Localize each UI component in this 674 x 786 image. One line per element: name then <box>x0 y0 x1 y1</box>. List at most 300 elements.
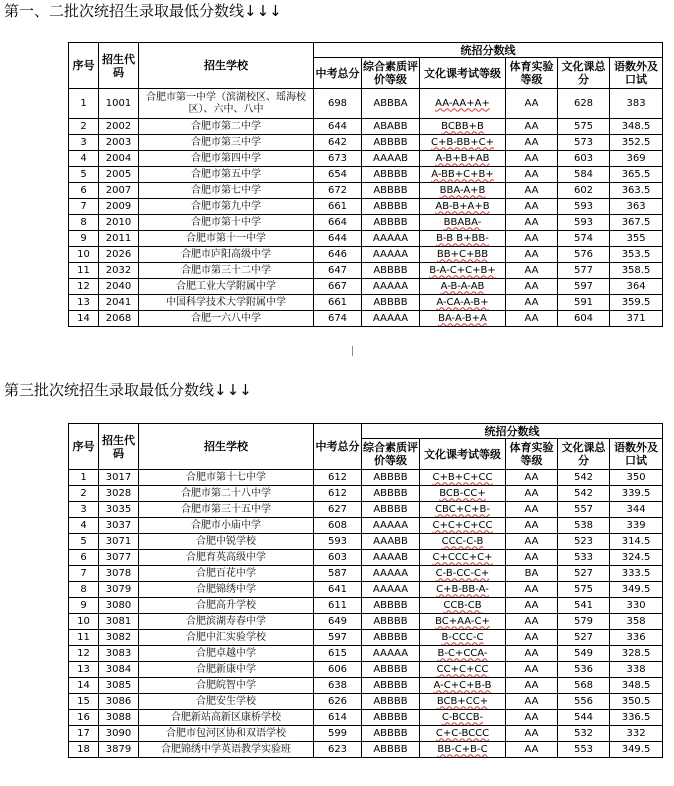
grade-text: A-CA-A-B+ <box>436 296 489 308</box>
cell-code: 3085 <box>99 678 139 694</box>
table-row <box>69 119 663 135</box>
cell-lang: 355 <box>610 231 663 247</box>
cell-pe: AA <box>506 311 558 327</box>
cell-pe: AA <box>506 582 558 598</box>
cell-exam-total: 638 <box>314 678 362 694</box>
cell-quality: ABBBB <box>362 215 420 231</box>
cell-seq: 13 <box>69 662 99 678</box>
cell-quality: ABBBB <box>362 678 420 694</box>
cell-code: 2002 <box>99 119 139 135</box>
cell-pe: AA <box>506 630 558 646</box>
cell-seq: 13 <box>69 295 99 311</box>
cell-pe: AA <box>506 710 558 726</box>
cell-culture-grade <box>420 598 506 614</box>
cell-culture-total: 575 <box>558 119 610 135</box>
cell-culture-total: 568 <box>558 678 610 694</box>
table-row <box>69 646 663 662</box>
cell-culture-total: 602 <box>558 183 610 199</box>
cell-culture-grade <box>420 247 506 263</box>
cell-school: 合肥市第十中学 <box>139 215 314 231</box>
header-culture-grade: 文化课考试等级 <box>420 58 506 89</box>
cell-school: 合肥锦绣中学 <box>139 582 314 598</box>
cell-seq: 10 <box>69 247 99 263</box>
header-exam-total: 中考总分 <box>314 424 362 470</box>
cell-pe: AA <box>506 279 558 295</box>
cell-school: 合肥新站高新区康桥学校 <box>139 710 314 726</box>
cell-pe: AA <box>506 726 558 742</box>
cell-code: 2040 <box>99 279 139 295</box>
cell-culture-grade <box>420 726 506 742</box>
cell-exam-total: 599 <box>314 726 362 742</box>
table-row <box>69 486 663 502</box>
cell-culture-grade <box>420 566 506 582</box>
header-seq: 序号 <box>69 424 99 470</box>
cell-lang: 314.5 <box>610 534 663 550</box>
cell-culture-grade <box>420 742 506 758</box>
cell-exam-total: 674 <box>314 311 362 327</box>
cell-quality: ABABB <box>362 119 420 135</box>
grade-text: C+B-BB-A- <box>436 583 489 595</box>
cell-pe: AA <box>506 742 558 758</box>
cell-exam-total: 641 <box>314 582 362 598</box>
cell-quality: AAAAB <box>362 151 420 167</box>
grade-text: B-C+CCA- <box>437 647 488 659</box>
cell-code: 3081 <box>99 614 139 630</box>
cell-pe: AA <box>506 231 558 247</box>
cell-culture-grade <box>420 167 506 183</box>
cell-school: 合肥市庐阳高级中学 <box>139 247 314 263</box>
cell-quality: ABBBB <box>362 502 420 518</box>
cell-exam-total: 644 <box>314 231 362 247</box>
cell-quality: ABBBB <box>362 742 420 758</box>
cell-culture-total: 603 <box>558 151 610 167</box>
cell-culture-grade <box>420 662 506 678</box>
cell-school: 合肥皖智中学 <box>139 678 314 694</box>
cell-quality: ABBBB <box>362 486 420 502</box>
cell-quality: ABBBB <box>362 135 420 151</box>
cell-code: 2005 <box>99 167 139 183</box>
cell-pe: AA <box>506 247 558 263</box>
cell-culture-grade <box>420 119 506 135</box>
cell-seq: 2 <box>69 119 99 135</box>
cell-code: 1001 <box>99 89 139 119</box>
table-row <box>69 231 663 247</box>
cell-lang: 344 <box>610 502 663 518</box>
cell-code: 2007 <box>99 183 139 199</box>
table-row <box>69 614 663 630</box>
cell-school: 合肥市第一中学（滨湖校区、瑶海校区）、六中、八中 <box>139 89 314 119</box>
header-group: 统招分数线 <box>314 43 663 58</box>
cell-seq: 10 <box>69 614 99 630</box>
cell-culture-total: 527 <box>558 566 610 582</box>
cell-exam-total: 647 <box>314 263 362 279</box>
cell-code: 3080 <box>99 598 139 614</box>
cell-culture-total: 593 <box>558 199 610 215</box>
table-row <box>69 502 663 518</box>
cell-quality: AAAAA <box>362 582 420 598</box>
cell-pe: AA <box>506 646 558 662</box>
cell-culture-total: 604 <box>558 311 610 327</box>
cell-code: 2032 <box>99 263 139 279</box>
grade-text: CBC+C+B- <box>435 503 490 515</box>
cell-lang: 330 <box>610 598 663 614</box>
cell-quality: ABBBB <box>362 470 420 486</box>
cell-school: 合肥安生学校 <box>139 694 314 710</box>
cell-lang: 358.5 <box>610 263 663 279</box>
header-seq: 序号 <box>69 43 99 89</box>
cell-lang: 359.5 <box>610 295 663 311</box>
cell-school: 合肥新康中学 <box>139 662 314 678</box>
table-row <box>69 582 663 598</box>
cell-culture-grade <box>420 614 506 630</box>
cell-school: 合肥百花中学 <box>139 566 314 582</box>
cell-school: 合肥滨湖寿春中学 <box>139 614 314 630</box>
cell-quality: AAAAA <box>362 311 420 327</box>
table-row <box>69 518 663 534</box>
table-row <box>69 470 663 486</box>
cell-code: 3090 <box>99 726 139 742</box>
cell-culture-grade <box>420 470 506 486</box>
section-title-2: 第三批次统招生录取最低分数线↓↓↓ <box>4 381 252 399</box>
cell-culture-total: 574 <box>558 231 610 247</box>
cell-culture-total: 576 <box>558 247 610 263</box>
cell-culture-total: 577 <box>558 263 610 279</box>
cell-culture-grade <box>420 486 506 502</box>
cell-pe: AA <box>506 199 558 215</box>
cell-school: 合肥工业大学附属中学 <box>139 279 314 295</box>
cell-seq: 1 <box>69 470 99 486</box>
cell-culture-grade <box>420 135 506 151</box>
cell-lang: 358 <box>610 614 663 630</box>
cell-code: 3071 <box>99 534 139 550</box>
cell-quality: ABBBB <box>362 614 420 630</box>
cell-code: 2010 <box>99 215 139 231</box>
cell-quality: ABBBB <box>362 295 420 311</box>
cell-exam-total: 644 <box>314 119 362 135</box>
cell-seq: 8 <box>69 582 99 598</box>
cell-exam-total: 698 <box>314 89 362 119</box>
cell-culture-total: 549 <box>558 646 610 662</box>
grade-text: BCB+CC+ <box>436 695 489 707</box>
grade-text: B-A-C+C+B+ <box>429 264 496 276</box>
cell-school: 合肥育英高级中学 <box>139 550 314 566</box>
cell-seq: 4 <box>69 151 99 167</box>
score-table-1 <box>68 42 663 327</box>
cell-exam-total: 627 <box>314 502 362 518</box>
cell-seq: 14 <box>69 678 99 694</box>
cell-school: 合肥市第五中学 <box>139 167 314 183</box>
cell-pe: AA <box>506 486 558 502</box>
cell-exam-total: 597 <box>314 630 362 646</box>
cell-culture-total: 628 <box>558 89 610 119</box>
grade-text: A-B-A-AB <box>440 280 485 292</box>
cell-code: 2041 <box>99 295 139 311</box>
cell-school: 合肥市第十一中学 <box>139 231 314 247</box>
cell-culture-total: 591 <box>558 295 610 311</box>
cell-lang: 369 <box>610 151 663 167</box>
cell-seq: 7 <box>69 566 99 582</box>
cell-culture-grade <box>420 630 506 646</box>
grade-text: BCB-CC+ <box>439 487 486 499</box>
cell-culture-total: 541 <box>558 598 610 614</box>
table-row <box>69 151 663 167</box>
cell-pe: AA <box>506 678 558 694</box>
cell-pe: AA <box>506 550 558 566</box>
cell-school: 合肥市第十七中学 <box>139 470 314 486</box>
cell-pe: AA <box>506 694 558 710</box>
cell-code: 2003 <box>99 135 139 151</box>
cell-seq: 2 <box>69 486 99 502</box>
cell-culture-total: 536 <box>558 662 610 678</box>
header-code: 招生代码 <box>99 424 139 470</box>
header-group: 统招分数线 <box>362 424 663 439</box>
cell-code: 3077 <box>99 550 139 566</box>
grade-text: C-B-CC-C+ <box>435 567 490 579</box>
cell-quality: ABBBB <box>362 199 420 215</box>
cell-lang: 333.5 <box>610 566 663 582</box>
cell-code: 2009 <box>99 199 139 215</box>
cell-exam-total: 661 <box>314 295 362 311</box>
cell-quality: ABBBB <box>362 183 420 199</box>
cell-culture-grade <box>420 183 506 199</box>
table-row <box>69 710 663 726</box>
cell-school: 合肥市第二中学 <box>139 119 314 135</box>
cell-school: 合肥市第二十八中学 <box>139 486 314 502</box>
header-quality: 综合素质评价等级 <box>362 58 420 89</box>
cell-lang: 349.5 <box>610 742 663 758</box>
cell-code: 3082 <box>99 630 139 646</box>
cell-school: 合肥中汇实验学校 <box>139 630 314 646</box>
grade-text: A-BB+C+B+ <box>431 168 494 180</box>
cell-lang: 339 <box>610 518 663 534</box>
cell-school: 合肥市第三十二中学 <box>139 263 314 279</box>
cell-quality: ABBBB <box>362 167 420 183</box>
cell-culture-total: 579 <box>558 614 610 630</box>
table-row <box>69 598 663 614</box>
cell-culture-grade <box>420 199 506 215</box>
cell-lang: 348.5 <box>610 119 663 135</box>
cell-culture-grade <box>420 311 506 327</box>
cell-code: 3078 <box>99 566 139 582</box>
cell-seq: 7 <box>69 199 99 215</box>
cell-quality: AAAAA <box>362 247 420 263</box>
table-row <box>69 550 663 566</box>
cell-culture-grade <box>420 295 506 311</box>
cell-exam-total: 649 <box>314 614 362 630</box>
grade-text: A-B+B+AB <box>435 152 490 164</box>
cell-quality: ABBBB <box>362 662 420 678</box>
cell-school: 合肥锦绣中学英语教学实验班 <box>139 742 314 758</box>
cell-lang: 336 <box>610 630 663 646</box>
cell-culture-grade <box>420 710 506 726</box>
grade-text: BBABA- <box>443 216 482 228</box>
cell-seq: 12 <box>69 279 99 295</box>
cell-culture-total: 593 <box>558 215 610 231</box>
table-row <box>69 534 663 550</box>
cell-seq: 15 <box>69 694 99 710</box>
cell-seq: 1 <box>69 89 99 119</box>
cell-pe: AA <box>506 151 558 167</box>
table-row <box>69 694 663 710</box>
cell-exam-total: 664 <box>314 215 362 231</box>
cell-culture-total: 553 <box>558 742 610 758</box>
cell-pe: AA <box>506 518 558 534</box>
table-body-2 <box>69 470 663 758</box>
grade-text: C+C+C+CC <box>432 519 493 531</box>
header-exam-total: 中考总分 <box>314 58 362 89</box>
cell-exam-total: 612 <box>314 470 362 486</box>
cell-culture-total: 542 <box>558 486 610 502</box>
cell-culture-total: 532 <box>558 726 610 742</box>
grade-text: CC+C+CC <box>436 663 489 675</box>
cell-pe: AA <box>506 534 558 550</box>
cell-seq: 8 <box>69 215 99 231</box>
cell-school: 合肥市包河区协和双语学校 <box>139 726 314 742</box>
cell-exam-total: 654 <box>314 167 362 183</box>
cell-quality: AAAAA <box>362 566 420 582</box>
cell-school: 合肥卓越中学 <box>139 646 314 662</box>
table-row <box>69 135 663 151</box>
grade-text: BB-C+B-C <box>437 743 488 755</box>
cell-culture-total: 544 <box>558 710 610 726</box>
cell-quality: AAAAB <box>362 550 420 566</box>
cell-culture-grade <box>420 151 506 167</box>
cell-code: 3879 <box>99 742 139 758</box>
table-row <box>69 247 663 263</box>
cell-culture-grade <box>420 534 506 550</box>
grade-text: AB-B+A+B <box>435 200 490 212</box>
cell-culture-total: 523 <box>558 534 610 550</box>
cell-school: 合肥高升学校 <box>139 598 314 614</box>
grade-text: C+B-BB+C+ <box>431 136 494 148</box>
cell-lang: 353.5 <box>610 247 663 263</box>
cell-exam-total: 611 <box>314 598 362 614</box>
header-culture-total: 文化课总分 <box>558 58 610 89</box>
cell-lang: 324.5 <box>610 550 663 566</box>
table-row <box>69 295 663 311</box>
cell-culture-total: 584 <box>558 167 610 183</box>
cell-pe: AA <box>506 502 558 518</box>
table-row <box>69 678 663 694</box>
cell-school: 合肥市第九中学 <box>139 199 314 215</box>
header-pe: 体育实验等级 <box>506 58 558 89</box>
grade-text: CCB-CB <box>443 599 482 611</box>
cell-culture-total: 557 <box>558 502 610 518</box>
header-pe: 体育实验等级 <box>506 439 558 470</box>
cell-quality: ABBBB <box>362 726 420 742</box>
cell-culture-grade <box>420 646 506 662</box>
cell-pe: AA <box>506 135 558 151</box>
cell-pe: AA <box>506 183 558 199</box>
header-lang: 语数外及口试 <box>610 58 663 89</box>
cell-code: 3083 <box>99 646 139 662</box>
cell-lang: 383 <box>610 89 663 119</box>
cell-culture-total: 575 <box>558 582 610 598</box>
cell-lang: 350.5 <box>610 694 663 710</box>
cell-exam-total: 606 <box>314 662 362 678</box>
table-row <box>69 263 663 279</box>
cell-code: 2004 <box>99 151 139 167</box>
cell-culture-total: 556 <box>558 694 610 710</box>
table-row <box>69 726 663 742</box>
table-row <box>69 215 663 231</box>
grade-text: C+B+C+CC <box>432 471 493 483</box>
grade-text: BA-A-B+A <box>438 312 487 324</box>
header-culture-total: 文化课总分 <box>558 439 610 470</box>
cell-pe: BA <box>506 566 558 582</box>
cell-exam-total: 623 <box>314 742 362 758</box>
cell-seq: 18 <box>69 742 99 758</box>
cell-culture-grade <box>420 550 506 566</box>
cell-quality: AAAAA <box>362 518 420 534</box>
cell-lang: 338 <box>610 662 663 678</box>
cell-exam-total: 642 <box>314 135 362 151</box>
cell-school: 合肥市第七中学 <box>139 183 314 199</box>
cell-lang: 363.5 <box>610 183 663 199</box>
cell-exam-total: 646 <box>314 247 362 263</box>
cell-pe: AA <box>506 263 558 279</box>
cell-quality: ABBBB <box>362 694 420 710</box>
cell-seq: 16 <box>69 710 99 726</box>
cell-exam-total: 661 <box>314 199 362 215</box>
cell-school: 合肥市第三十五中学 <box>139 502 314 518</box>
cell-lang: 332 <box>610 726 663 742</box>
cell-code: 3028 <box>99 486 139 502</box>
cell-code: 2068 <box>99 311 139 327</box>
header-culture-grade: 文化课考试等级 <box>420 439 506 470</box>
cell-culture-grade <box>420 502 506 518</box>
cell-lang: 348.5 <box>610 678 663 694</box>
cell-lang: 328.5 <box>610 646 663 662</box>
cell-pe: AA <box>506 295 558 311</box>
grade-text: C+CCC+C+ <box>432 551 493 563</box>
grade-text: CCC-C-B <box>441 535 484 547</box>
grade-text: AA-AA+A+ <box>435 97 490 109</box>
cell-quality: ABBBB <box>362 630 420 646</box>
cell-pe: AA <box>506 167 558 183</box>
cell-quality: AAABB <box>362 534 420 550</box>
grade-text: B-CCC-C <box>441 631 484 643</box>
cell-quality: AAAAA <box>362 646 420 662</box>
cell-culture-grade <box>420 215 506 231</box>
cell-code: 3035 <box>99 502 139 518</box>
cell-culture-grade <box>420 582 506 598</box>
cell-pe: AA <box>506 614 558 630</box>
cell-quality: AAAAA <box>362 279 420 295</box>
cell-code: 3088 <box>99 710 139 726</box>
cell-school: 合肥市第三中学 <box>139 135 314 151</box>
cell-school: 合肥一六八中学 <box>139 311 314 327</box>
cell-lang: 363 <box>610 199 663 215</box>
cell-lang: 365.5 <box>610 167 663 183</box>
cell-seq: 11 <box>69 263 99 279</box>
cell-exam-total: 626 <box>314 694 362 710</box>
cell-code: 3084 <box>99 662 139 678</box>
cell-pe: AA <box>506 598 558 614</box>
cell-exam-total: 593 <box>314 534 362 550</box>
header-code: 招生代码 <box>99 43 139 89</box>
cell-seq: 3 <box>69 502 99 518</box>
cell-culture-total: 597 <box>558 279 610 295</box>
cell-culture-grade <box>420 89 506 119</box>
header-school: 招生学校 <box>139 424 314 470</box>
table-row <box>69 630 663 646</box>
cell-code: 3086 <box>99 694 139 710</box>
cell-exam-total: 673 <box>314 151 362 167</box>
cell-exam-total: 608 <box>314 518 362 534</box>
cell-culture-grade <box>420 518 506 534</box>
cell-lang: 352.5 <box>610 135 663 151</box>
